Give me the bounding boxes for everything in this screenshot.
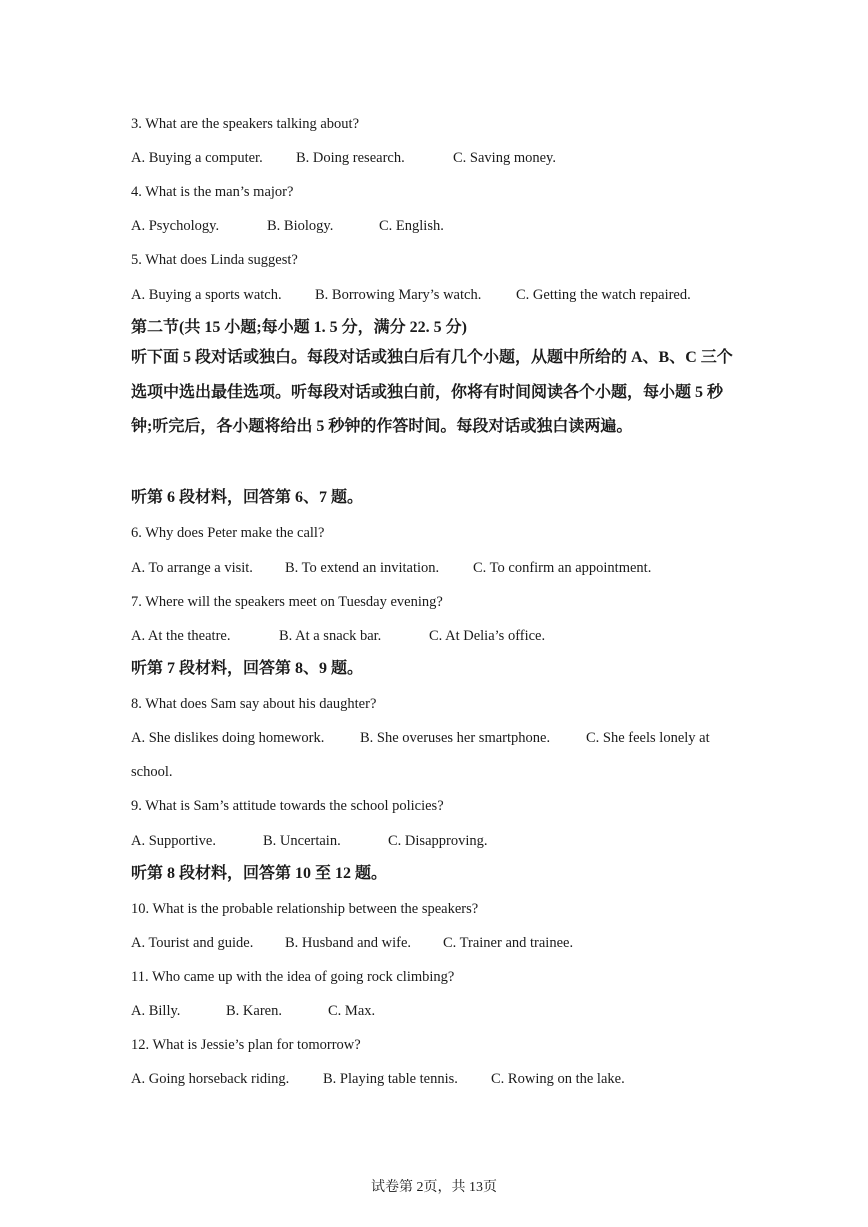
question-6: 6. Why does Peter make the call? bbox=[131, 525, 325, 541]
question-8-options bbox=[131, 728, 758, 748]
option-b: B. She overuses her smartphone. bbox=[360, 730, 551, 746]
option-b: B. Husband and wife. bbox=[285, 935, 412, 951]
option-a: A. Going horseback riding. bbox=[131, 1071, 290, 1087]
question-8-option-wrap: school. bbox=[131, 764, 173, 780]
question-12-options bbox=[131, 1069, 758, 1089]
question-8: 8. What does Sam say about his daughter? bbox=[131, 696, 377, 712]
option-c: C. At Delia’s office. bbox=[429, 628, 546, 644]
option-b: B. Borrowing Mary’s watch. bbox=[315, 287, 482, 303]
question-7-options bbox=[131, 626, 758, 646]
option-b: B. Uncertain. bbox=[263, 833, 341, 849]
option-b: B. Biology. bbox=[267, 218, 334, 234]
question-4-options bbox=[131, 216, 758, 236]
question-9-options bbox=[131, 831, 758, 851]
question-5: 5. What does Linda suggest? bbox=[131, 252, 298, 268]
page-footer: 试卷第 2页，共 13页 bbox=[371, 1180, 497, 1195]
question-5-options bbox=[131, 285, 758, 305]
option-a: A. To arrange a visit. bbox=[131, 560, 253, 576]
option-c: C. She feels lonely at bbox=[586, 730, 710, 746]
question-12: 12. What is Jessie’s plan for tomorrow? bbox=[131, 1037, 361, 1053]
question-3-options bbox=[131, 148, 758, 168]
option-a: A. Billy. bbox=[131, 1003, 181, 1019]
option-c: C. Getting the watch repaired. bbox=[516, 287, 691, 303]
option-b: B. To extend an invitation. bbox=[285, 560, 440, 576]
question-3: 3. What are the speakers talking about? bbox=[131, 116, 360, 132]
option-a: A. Buying a computer. bbox=[131, 150, 263, 166]
option-c: C. Trainer and trainee. bbox=[443, 935, 574, 951]
option-c: C. Disapproving. bbox=[388, 833, 488, 849]
option-b: B. At a snack bar. bbox=[279, 628, 382, 644]
option-c: C. Rowing on the lake. bbox=[491, 1071, 625, 1087]
option-a: A. She dislikes doing homework. bbox=[131, 730, 325, 746]
question-4: 4. What is the man’s major? bbox=[131, 184, 294, 200]
material-6-heading: 听第 6 段材料，回答第 6、7 题。 bbox=[131, 489, 364, 506]
option-b: B. Playing table tennis. bbox=[323, 1071, 458, 1087]
question-11-options bbox=[131, 1001, 758, 1021]
option-c: C. To confirm an appointment. bbox=[473, 560, 652, 576]
option-a: A. At the theatre. bbox=[131, 628, 231, 644]
question-11: 11. Who came up with the idea of going rock climbing? bbox=[131, 969, 455, 985]
option-a: A. Buying a sports watch. bbox=[131, 287, 282, 303]
question-10: 10. What is the probable relationship between the speakers? bbox=[131, 901, 479, 917]
question-9: 9. What is Sam’s attitude towards the school policies? bbox=[131, 798, 444, 814]
section-2-instructions: 听下面 5 段对话或独白。每段对话或独白后有几个小题，从题中所给的 A、B、C 三个选项中选出最佳选项。听每段对话或独白前，你将有时间阅读各个小题，每小题 5 秒钟;听完后，各小题将给出 5 秒钟的作答时间。每段对话或独白读两遍。 bbox=[131, 349, 733, 435]
material-8-heading: 听第 8 段材料，回答第 10 至 12 题。 bbox=[131, 865, 388, 882]
material-7-heading: 听第 7 段材料，回答第 8、9 题。 bbox=[131, 660, 364, 677]
option-a: A. Psychology. bbox=[131, 218, 220, 234]
option-a: A. Tourist and guide. bbox=[131, 935, 254, 951]
option-c: C. Max. bbox=[328, 1003, 376, 1019]
option-b: B. Karen. bbox=[226, 1003, 282, 1019]
option-c: C. English. bbox=[379, 218, 444, 234]
option-a: A. Supportive. bbox=[131, 833, 216, 849]
option-c: C. Saving money. bbox=[453, 150, 556, 166]
question-7: 7. Where will the speakers meet on Tuesday evening? bbox=[131, 594, 443, 610]
question-6-options bbox=[131, 558, 758, 578]
section-2-title: 第二节(共 15 小题;每小题 1. 5 分，满分 22. 5 分) bbox=[131, 319, 467, 336]
option-b: B. Doing research. bbox=[296, 150, 405, 166]
question-10-options bbox=[131, 933, 758, 953]
